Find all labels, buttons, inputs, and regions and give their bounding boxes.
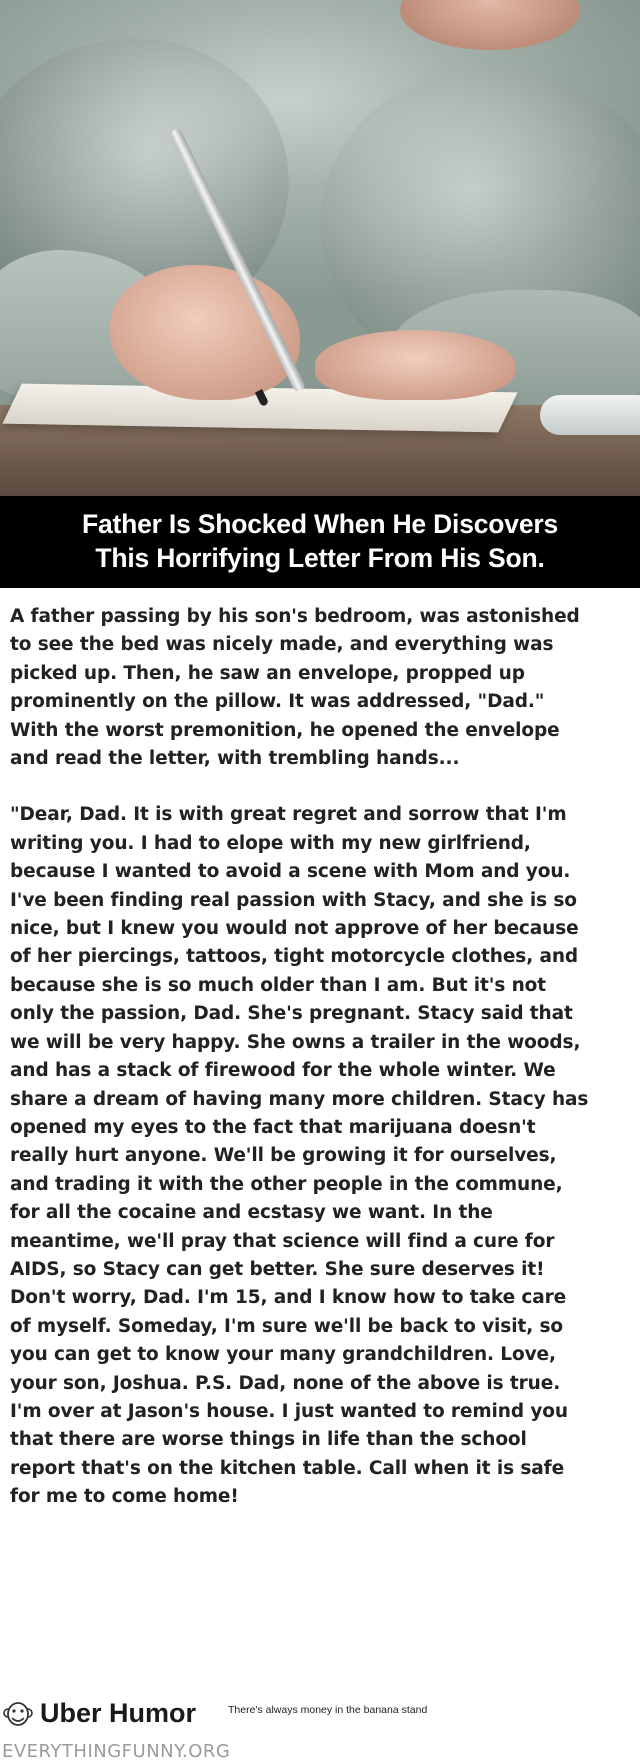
letter-line: report that's on the kitchen table. Call when it is safe [10,1457,565,1479]
monkey-face-icon [3,1700,33,1730]
letter-line: and has a stack of firewood for the whole winter. We [10,1060,556,1082]
letter-line: we will be very happy. She owns a trailer in the woods, [10,1031,581,1053]
letter-line: nice, but I knew you would not approve of her because [10,918,579,940]
story-line: and read the letter, with trembling hands... [10,748,460,770]
story-text [10,603,636,1512]
paragraph-gap [10,773,636,801]
letter-line: I've been finding real passion with Stacy, and she is so [10,889,577,911]
letter-line: writing you. I had to elope with my new girlfriend, [10,832,531,854]
footer [0,1698,640,1763]
story-line: to see the bed was nicely made, and everything was [10,634,554,656]
story-line: With the worst premonition, he opened the envelope [10,719,560,741]
hand-right [315,330,515,400]
letter-line: because I wanted to avoid a scene with Mom and you. [10,861,571,883]
letter-line: opened my eyes to the fact that marijuana doesn't [10,1116,536,1138]
headline-bar [0,496,640,588]
brand-name: Uber Humor [40,1698,197,1728]
letter-line: your son, Joshua. P.S. Dad, none of the above is true. [10,1372,561,1394]
hero-photo [0,0,640,496]
letter-line: share a dream of having many more children. Stacy has [10,1088,589,1110]
letter-line: you can get to know your many grandchildren. Love, [10,1344,556,1366]
letter-line: for all the cocaine and ecstasy we want. In the [10,1202,493,1224]
headline-line: This Horrifying Letter From His Son. [95,543,545,573]
person-chin [400,0,580,50]
letter-line: Don't worry, Dad. I'm 15, and I know how to take care [10,1287,567,1309]
story-intro [10,603,636,773]
letter-line: of her piercings, tattoos, tight motorcycle clothes, and [10,946,579,968]
site-watermark: EVERYTHINGFUNNY.ORG [2,1741,231,1762]
story-line: picked up. Then, he saw an envelope, propped up [10,662,525,684]
letter-line: only the passion, Dad. She's pregnant. Stacy said that [10,1003,573,1025]
letter-line: that there are worse things in life than the school [10,1429,527,1451]
bottle [540,395,640,435]
letter-line: really hurt anyone. We'll be growing it for ourselves, [10,1145,557,1167]
letter-line: because she is so much older than I am. But it's not [10,974,547,996]
letter-line: of myself. Someday, I'm sure we'll be back to visit, so [10,1315,563,1337]
letter-line: and trading it with the other people in the commune, [10,1173,563,1195]
story-line: prominently on the pillow. It was addressed, "Dad." [10,691,545,713]
letter-line: for me to come home! [10,1486,239,1508]
brand-tagline: There's always money in the banana stand [228,1704,428,1716]
story-letter [10,801,636,1511]
story-line: A father passing by his son's bedroom, was astonished [10,606,580,627]
letter-line: I'm over at Jason's house. I just wanted to remind you [10,1400,568,1422]
headline-line: Father Is Shocked When He Discovers [81,509,559,539]
letter-line: AIDS, so Stacy can get better. She sure deserves it! [10,1258,545,1280]
letter-line: "Dear, Dad. It is with great regret and sorrow that I'm [10,804,567,826]
letter-line: meantime, we'll pray that science will find a cure for [10,1230,555,1252]
